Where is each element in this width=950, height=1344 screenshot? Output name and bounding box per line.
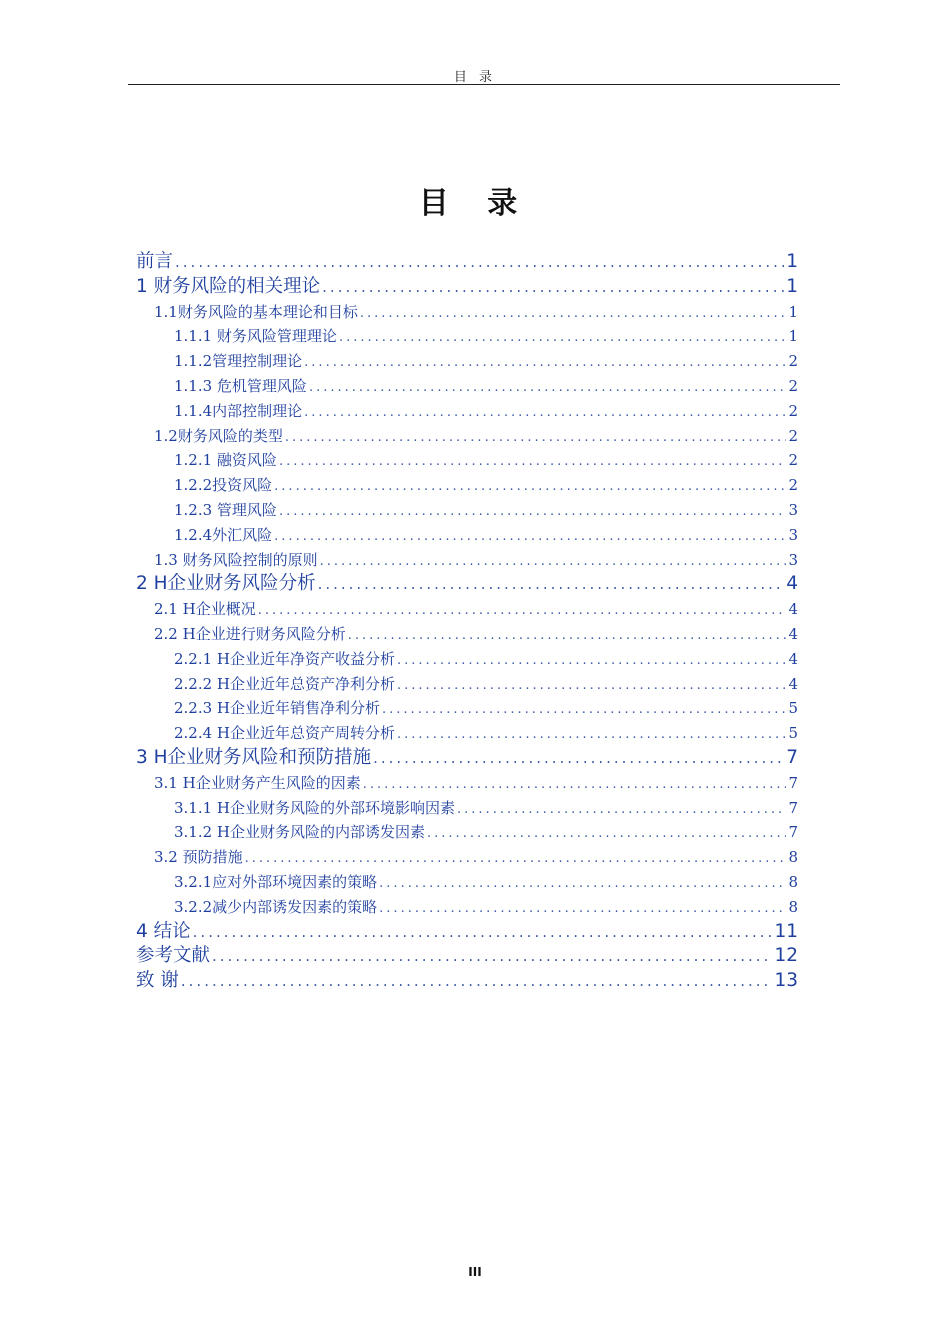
- dot-leader: [397, 723, 786, 748]
- toc-entry-page: 4: [788, 600, 798, 619]
- dot-leader: [175, 250, 784, 275]
- toc-entry-label: 1 财务风险的相关理论: [136, 275, 321, 297]
- toc-entry-page: 3: [788, 500, 798, 519]
- toc-entry-page: 1: [788, 302, 798, 321]
- toc-entry-label: 2.2.3 H企业近年销售净利分析: [174, 699, 381, 718]
- toc-entry-chapter-3[interactable]: [136, 746, 798, 771]
- toc-entry-label: 3.2.2减少内部诱发因素的策略: [174, 897, 378, 916]
- toc-entry-1-1-1[interactable]: [136, 324, 798, 349]
- toc-entry-label: 1.1.2管理控制理论: [174, 352, 303, 371]
- dot-leader: [320, 550, 787, 575]
- toc-entry-page: 2: [788, 476, 798, 495]
- toc-entry-label: 2.2.1 H企业近年净资产收益分析: [174, 649, 396, 668]
- toc-entry-1-1-4[interactable]: [136, 399, 798, 424]
- toc-entry-label: 3.1.2 H企业财务风险的内部诱发因素: [174, 823, 426, 842]
- toc-entry-page: 1: [786, 251, 798, 272]
- toc-entry-chapter-2[interactable]: [136, 572, 798, 597]
- toc-entry-2-2[interactable]: [136, 622, 798, 647]
- toc-entry-page: 7: [788, 823, 798, 842]
- toc-entry-page: 13: [774, 970, 798, 992]
- dot-leader: [360, 302, 787, 327]
- toc-entry-page: 7: [788, 773, 798, 792]
- dot-leader: [193, 920, 773, 945]
- toc-title: 目 录: [418, 186, 532, 221]
- toc-entry-page: 3: [788, 550, 798, 569]
- toc-entry-page: 1: [786, 275, 798, 297]
- toc-entry-page: 4: [788, 649, 798, 668]
- toc-entry-references[interactable]: [136, 944, 798, 969]
- toc-entry-3-1[interactable]: [136, 771, 798, 796]
- toc-entry-1-2-2[interactable]: [136, 473, 798, 498]
- toc-entry-2-1[interactable]: [136, 597, 798, 622]
- dot-leader: [279, 500, 787, 525]
- toc-entry-label: 2.2.2 H企业近年总资产净利分析: [174, 674, 396, 693]
- dot-leader: [318, 572, 785, 597]
- toc-entry-page: 8: [788, 872, 798, 891]
- toc-entry-3-2[interactable]: [136, 845, 798, 870]
- dot-leader: [339, 326, 787, 351]
- toc-entry-label: 1.2.2投资风险: [174, 476, 273, 495]
- toc-entry-label: 1.1财务风险的基本理论和目标: [154, 302, 358, 321]
- toc-entry-page: 1: [788, 327, 798, 346]
- dot-leader: [373, 746, 784, 771]
- dot-leader: [304, 401, 786, 426]
- toc-entry-3-2-2[interactable]: [136, 895, 798, 920]
- toc-entry-1-1[interactable]: [136, 300, 798, 325]
- toc-entry-label: 1.1.1 财务风险管理理论: [174, 327, 337, 346]
- toc-entry-2-2-3[interactable]: [136, 696, 798, 721]
- toc-entry-chapter-4[interactable]: [136, 920, 798, 945]
- dot-leader: [304, 351, 786, 376]
- toc-entry-label: 3.2 预防措施: [154, 848, 243, 867]
- toc-entry-label: 1.1.3 危机管理风险: [174, 376, 307, 395]
- toc-entry-2-2-1[interactable]: [136, 647, 798, 672]
- toc-entry-1-2-4[interactable]: [136, 523, 798, 548]
- toc-entry-label: 1.3 财务风险控制的原则: [154, 550, 318, 569]
- dot-leader: [379, 897, 786, 922]
- running-header: 目 录: [453, 70, 497, 85]
- dot-leader: [279, 450, 787, 475]
- toc-entry-3-1-2[interactable]: [136, 820, 798, 845]
- toc-entry-page: 5: [788, 699, 798, 718]
- toc-entry-1-2[interactable]: [136, 424, 798, 449]
- dot-leader: [382, 698, 786, 723]
- toc-entry-page: 12: [774, 945, 798, 967]
- toc-entry-1-3[interactable]: [136, 548, 798, 573]
- toc-entry-1-2-3[interactable]: [136, 498, 798, 523]
- toc-entry-label: 3 H企业财务风险和预防措施: [136, 746, 372, 768]
- dot-leader: [285, 426, 787, 451]
- dot-leader: [274, 525, 786, 550]
- toc-entry-page: 2: [788, 352, 798, 371]
- dot-leader: [457, 798, 786, 823]
- toc-entry-label: 4 结论: [136, 920, 191, 942]
- dot-leader: [397, 674, 786, 699]
- dot-leader: [427, 822, 786, 847]
- toc-entry-label: 2 H企业财务风险分析: [136, 573, 316, 595]
- toc-entry-page: 4: [788, 624, 798, 643]
- toc-entry-page: 2: [788, 451, 798, 470]
- toc-entry-label: 1.2.3 管理风险: [174, 500, 277, 519]
- toc-entry-page: 11: [774, 920, 798, 942]
- dot-leader: [245, 847, 787, 872]
- toc-entry-page: 7: [786, 746, 798, 768]
- toc-entry-label: 1.2财务风险的类型: [154, 426, 283, 445]
- dot-leader: [274, 475, 786, 500]
- toc-entry-3-1-1[interactable]: [136, 796, 798, 821]
- dot-leader: [348, 624, 787, 649]
- toc-entry-page: 4: [788, 674, 798, 693]
- toc-entry-1-1-2[interactable]: [136, 349, 798, 374]
- toc-entry-label: 前言: [136, 251, 174, 272]
- toc-entry-1-2-1[interactable]: [136, 448, 798, 473]
- toc-entry-page: 7: [788, 798, 798, 817]
- toc-entry-label: 1.1.4内部控制理论: [174, 401, 303, 420]
- toc-entry-label: 参考文献: [136, 945, 211, 967]
- toc-entry-page: 5: [788, 724, 798, 743]
- toc-entry-2-2-2[interactable]: [136, 672, 798, 697]
- toc-entry-label: 1.2.4外汇风险: [174, 525, 273, 544]
- dot-leader: [322, 275, 784, 300]
- toc-entry-label: 2.2.4 H企业近年总资产周转分析: [174, 724, 396, 743]
- dot-leader: [258, 599, 787, 624]
- toc-entry-chapter-1[interactable]: [136, 275, 798, 300]
- toc-entry-page: 3: [788, 525, 798, 544]
- page-number: III: [468, 1265, 482, 1279]
- toc-entry-label: 2.1 H企业概况: [154, 600, 256, 619]
- toc-entry-page: 8: [788, 897, 798, 916]
- toc-entry-label: 1.2.1 融资风险: [174, 451, 277, 470]
- toc-entry-label: 致 谢: [136, 970, 179, 992]
- toc-entry-page: 2: [788, 401, 798, 420]
- toc-entry-3-2-1[interactable]: [136, 870, 798, 895]
- dot-leader: [363, 773, 787, 798]
- dot-leader: [309, 376, 787, 401]
- toc-entry-label: 2.2 H企业进行财务风险分析: [154, 624, 346, 643]
- toc-entry-page: 4: [786, 573, 798, 595]
- toc-entry-acknowledgements[interactable]: [136, 969, 798, 994]
- toc-entry-2-2-4[interactable]: [136, 721, 798, 746]
- dot-leader: [212, 944, 772, 969]
- toc-entry-page: 8: [788, 848, 798, 867]
- table-of-contents: [136, 250, 798, 994]
- dot-leader: [397, 649, 786, 674]
- toc-entry-preface[interactable]: [136, 250, 798, 275]
- header-rule: [128, 84, 840, 85]
- dot-leader: [379, 872, 786, 897]
- dot-leader: [181, 969, 773, 994]
- toc-entry-page: 2: [788, 426, 798, 445]
- toc-entry-label: 3.2.1应对外部环境因素的策略: [174, 872, 378, 891]
- toc-entry-page: 2: [788, 376, 798, 395]
- toc-entry-label: 3.1.1 H企业财务风险的外部环境影响因素: [174, 798, 456, 817]
- toc-entry-label: 3.1 H企业财务产生风险的因素: [154, 773, 361, 792]
- toc-entry-1-1-3[interactable]: [136, 374, 798, 399]
